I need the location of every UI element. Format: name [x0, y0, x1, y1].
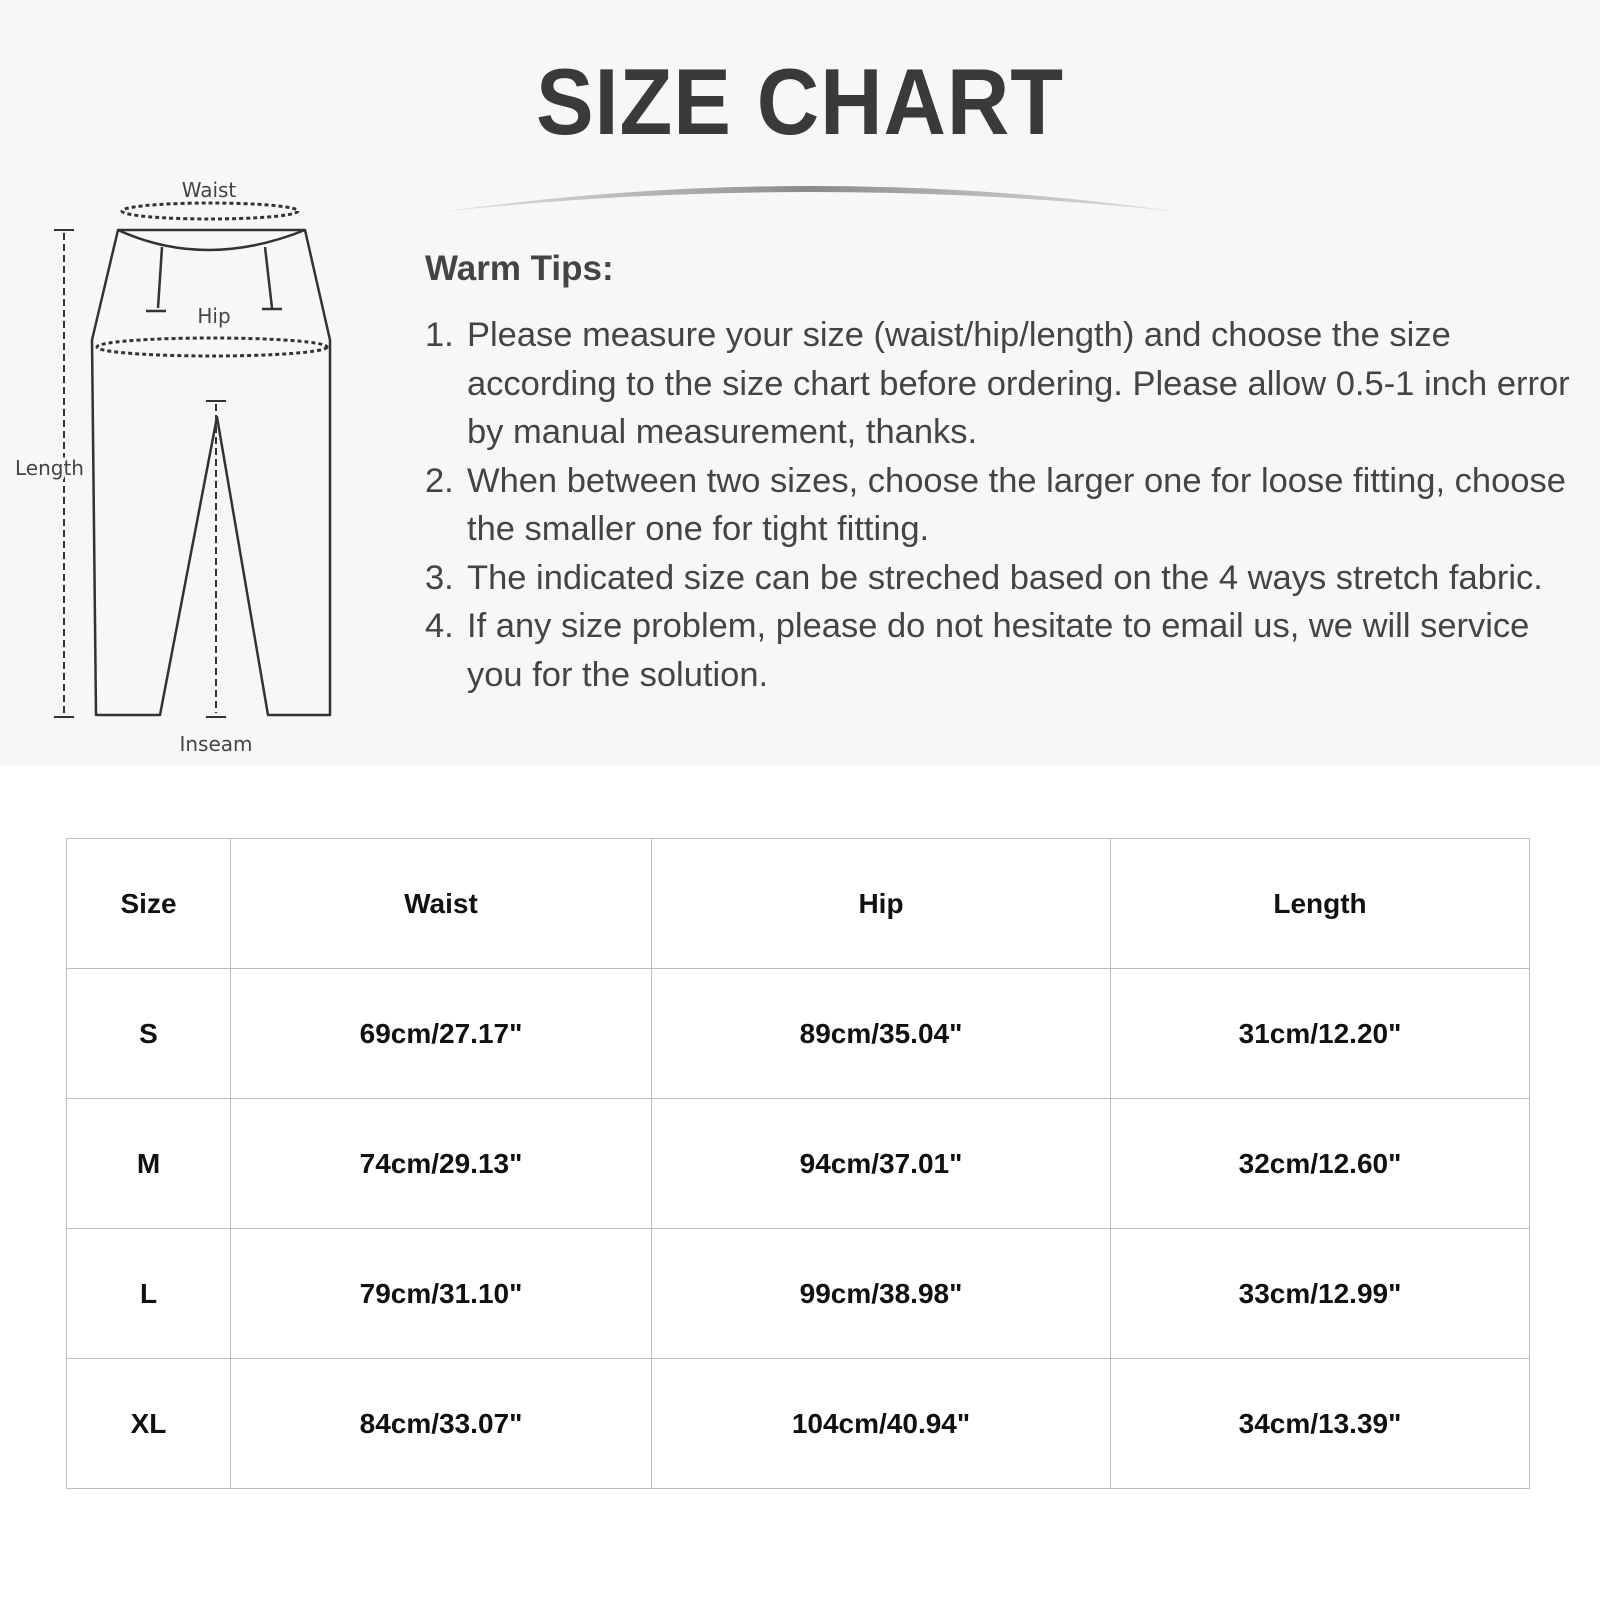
title-underline-arc [440, 168, 1180, 228]
header-hip: Hip [652, 839, 1111, 969]
cell-size: M [67, 1099, 231, 1229]
waistband-curve [118, 230, 305, 250]
tip-number: 4. [425, 607, 454, 645]
tips-heading: Warm Tips: [425, 249, 614, 288]
hip-measure-ellipse [97, 338, 327, 356]
pocket-left [158, 247, 162, 308]
pants-outline [92, 230, 330, 715]
tip-item [425, 602, 1585, 699]
tip-text: If any size problem, please do not hesitate to email us, we will service you for the solution. [467, 607, 1530, 694]
hip-label: Hip [197, 304, 231, 328]
waist-label: Waist [181, 178, 237, 202]
tip-text: Please measure your size (waist/hip/length) and choose the size according to the size chart before ordering. Please allow 0.5-1 inch error by manual measurement, thanks. [467, 316, 1570, 451]
header-size: Size [67, 839, 231, 969]
cell-hip: 99cm/38.98" [652, 1229, 1111, 1359]
tip-item [425, 554, 1585, 603]
cell-hip: 104cm/40.94" [652, 1359, 1111, 1489]
tip-text: The indicated size can be streched based on the 4 ways stretch fabric. [467, 558, 1543, 597]
tip-number: 2. [425, 461, 454, 500]
cell-length: 34cm/13.39" [1111, 1359, 1530, 1489]
header-length: Length [1111, 839, 1530, 969]
length-label: Length [15, 456, 84, 480]
cell-size: S [67, 969, 231, 1099]
pocket-right [265, 247, 272, 308]
cell-waist: 69cm/27.17" [231, 969, 652, 1099]
table-row [67, 1099, 1530, 1229]
waist-measure-ellipse [122, 203, 298, 219]
tip-number: 1. [425, 316, 454, 354]
cell-waist: 79cm/31.10" [231, 1229, 652, 1359]
table-row [67, 1359, 1530, 1489]
tip-item [425, 311, 1585, 457]
header-waist: Waist [231, 839, 652, 969]
cell-waist: 84cm/33.07" [231, 1359, 652, 1489]
inseam-label: Inseam [179, 732, 253, 756]
tips-list [425, 311, 1585, 699]
cell-waist: 74cm/29.13" [231, 1099, 652, 1229]
table-row [67, 1229, 1530, 1359]
cell-length: 32cm/12.60" [1111, 1099, 1530, 1229]
tip-item [425, 457, 1585, 554]
tip-text: When between two sizes, choose the larger one for loose fitting, choose the smaller one for tight fitting. [467, 461, 1566, 548]
warm-tips [425, 245, 1585, 699]
tip-number: 3. [425, 558, 454, 597]
page-title: SIZE CHART [535, 49, 1065, 154]
cell-size: L [67, 1229, 231, 1359]
top-panel [0, 0, 1600, 765]
table-header-row [67, 839, 1530, 969]
table-row [67, 969, 1530, 1099]
cell-hip: 89cm/35.04" [652, 969, 1111, 1099]
size-table [66, 838, 1530, 1489]
cell-size: XL [67, 1359, 231, 1489]
pants-diagram [0, 175, 370, 765]
cell-length: 31cm/12.20" [1111, 969, 1530, 1099]
cell-length: 33cm/12.99" [1111, 1229, 1530, 1359]
cell-hip: 94cm/37.01" [652, 1099, 1111, 1229]
